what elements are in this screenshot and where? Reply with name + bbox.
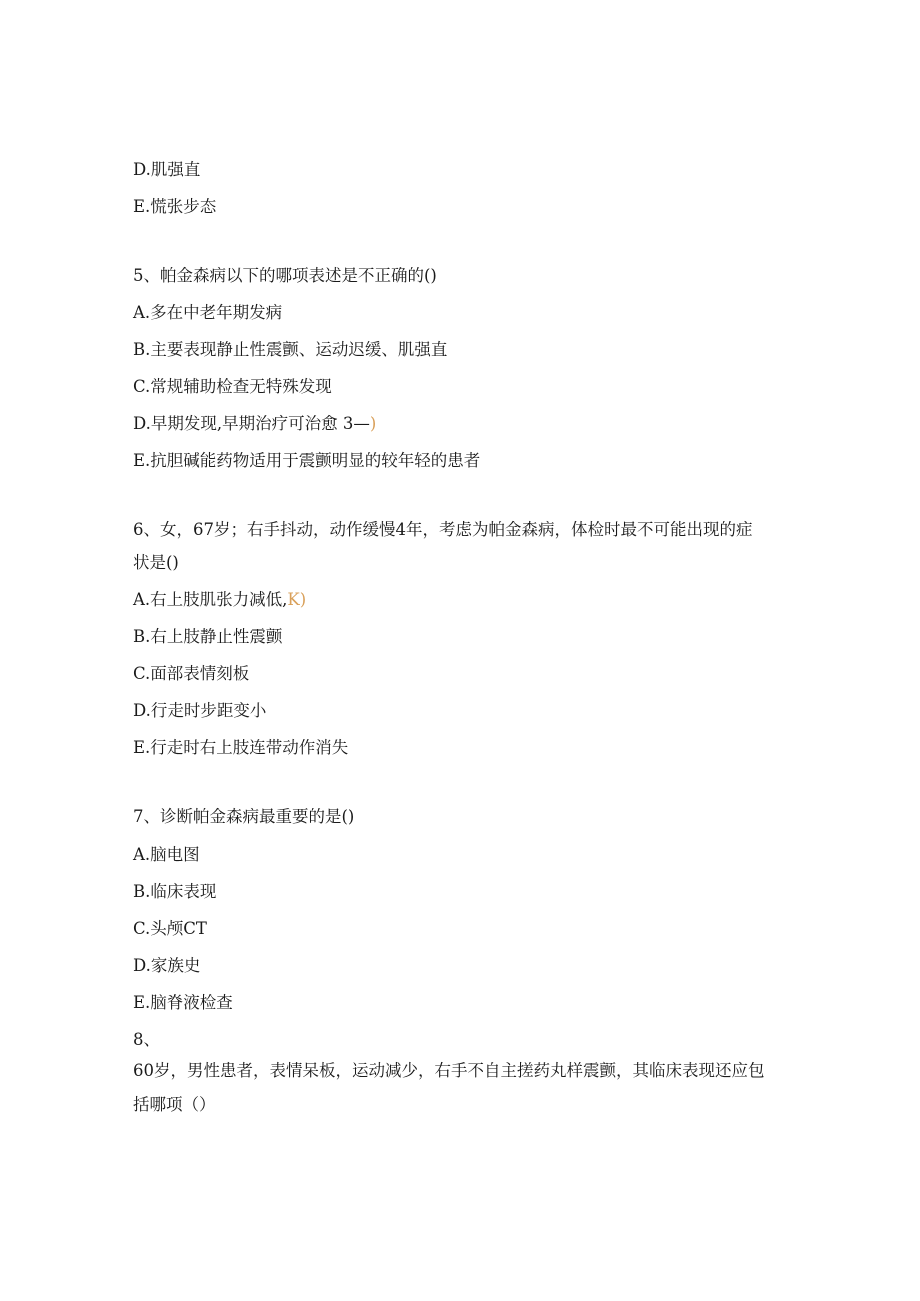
q7-option-d: D.家族史 (133, 956, 201, 975)
q7-stem: 7、诊断帕金森病最重要的是() (133, 807, 355, 826)
q6-option-d: D.行走时步距变小 (133, 701, 267, 720)
q6-option-a-mark: K) (287, 590, 307, 609)
q5-option-b: B.主要表现静止性震颤、运动迟缓、肌强直 (133, 340, 448, 359)
q5-option-d (133, 413, 376, 435)
q7-option-a: A.脑电图 (133, 845, 200, 864)
q7-option-e: E.脑脊液检查 (133, 993, 233, 1012)
q5-option-d-mark: ) (369, 414, 377, 433)
q6-option-c: C.面部表情刻板 (133, 664, 250, 683)
q5-option-a: A.多在中老年期发病 (133, 303, 283, 322)
q4-option-e: E.慌张步态 (133, 197, 217, 216)
q6-option-e: E.行走时右上肢连带动作消失 (133, 738, 349, 757)
q6-option-b: B.右上肢静止性震颤 (133, 627, 283, 646)
q4-option-d: D.肌强直 (133, 160, 201, 179)
q5-option-d-text: D.早期发现,早期治疗可治愈 3— (133, 414, 370, 433)
q8-stem-line1: 60岁，男性患者，表情呆板，运动减少，右手不自主搓药丸样震颤，其临床表现还应包 (133, 1061, 765, 1080)
q8-stem-line2: 括哪项（） (133, 1095, 216, 1114)
q6-stem-line1: 6、女，67岁；右手抖动，动作缓慢4年，考虑为帕金森病，体检时最不可能出现的症 (133, 520, 753, 539)
q6-stem-line2: 状是() (133, 553, 179, 572)
q6-option-a (133, 589, 306, 611)
q8-number: 8、 (133, 1030, 160, 1049)
q5-stem: 5、帕金森病以下的哪项表述是不正确的() (133, 266, 437, 285)
q5-option-c: C.常规辅助检查无特殊发现 (133, 377, 332, 396)
q7-option-b: B.临床表现 (133, 882, 217, 901)
q7-option-c: C.头颅CT (133, 919, 207, 938)
q5-option-e: E.抗胆碱能药物适用于震颤明显的较年轻的患者 (133, 451, 481, 470)
q6-option-a-text: A.右上肢肌张力减低, (133, 590, 288, 609)
